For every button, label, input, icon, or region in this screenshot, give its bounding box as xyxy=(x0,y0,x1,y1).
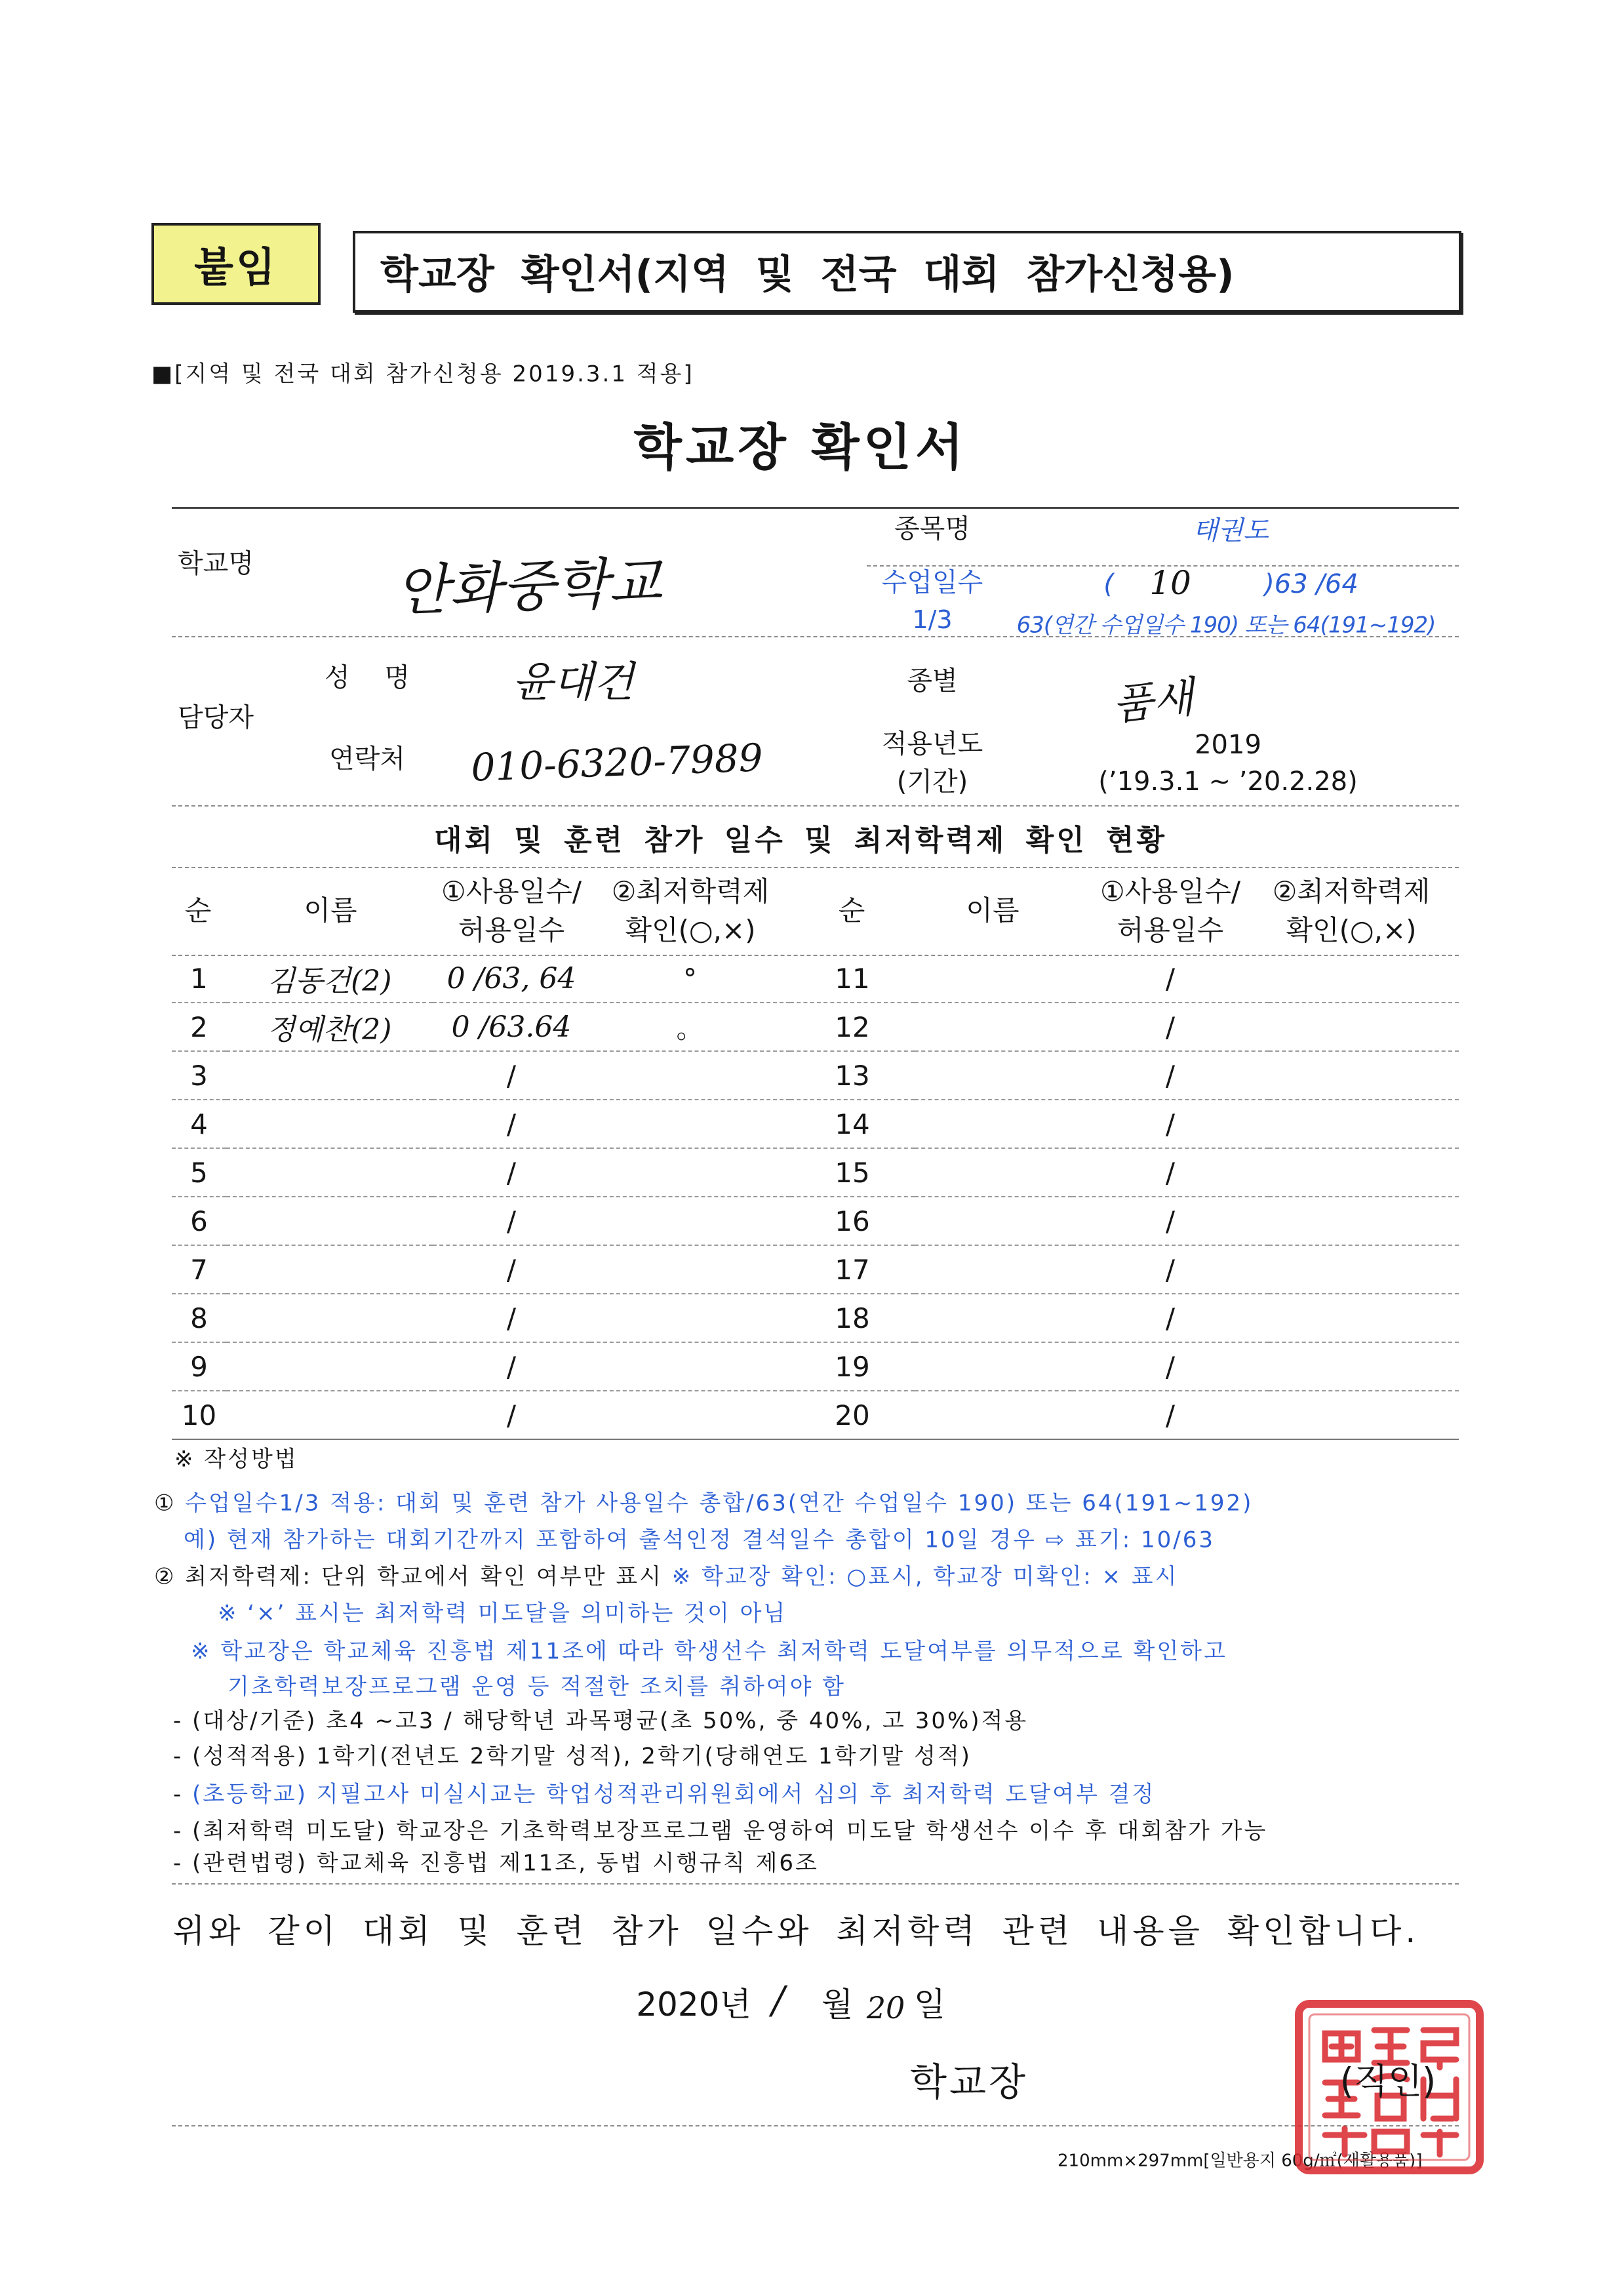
header-days-line2: 허용일수 xyxy=(458,914,565,946)
minimum-grade-check xyxy=(590,1052,790,1100)
form-note: ■[지역 및 전국 대회 참가신청용 2019.3.1 적용] xyxy=(151,361,694,388)
period-value: (’19.3.1 ~ ’20.2.28) xyxy=(1098,767,1358,797)
document-title: 학교장 확인서 xyxy=(633,418,968,477)
days-used: / xyxy=(433,1197,590,1246)
minimum-grade-check xyxy=(590,1100,790,1149)
date-month: / xyxy=(772,1978,785,2022)
note-text: (초등학교) 지필고사 미실시교는 학업성적관리위원회에서 심의 후 최저학력 도달여부 결정 xyxy=(192,1781,1156,1808)
section-title: 대회 및 훈련 참가 일수 및 최저학력제 확인 현황 xyxy=(433,824,1168,857)
manager-name-value: 윤대건 xyxy=(512,658,634,707)
note-text: ② 최저학력제: 단위 학교에서 확인 여부만 표시 xyxy=(154,1563,663,1590)
minimum-grade-check: 。 xyxy=(590,1003,790,1052)
minimum-grade-check xyxy=(1269,1149,1459,1197)
minimum-grade-check xyxy=(590,1391,790,1440)
note-mark: ① xyxy=(154,1490,176,1517)
student-name xyxy=(915,1294,1072,1343)
days-used: / xyxy=(1072,1294,1269,1343)
note-line-3 xyxy=(154,1559,1178,1591)
class-days-note: 63(연간 수업일수 190) 또는 64(191~192) xyxy=(1016,612,1436,639)
days-used: / xyxy=(433,1100,590,1149)
notes-heading: ※ 작성방법 xyxy=(174,1446,298,1473)
days-used: / xyxy=(433,1052,590,1100)
row-number: 16 xyxy=(790,1197,915,1246)
minimum-grade-check xyxy=(1269,1003,1459,1052)
row-number: 10 xyxy=(172,1391,226,1440)
contact-label: 연락처 xyxy=(329,744,405,774)
minimum-grade-check xyxy=(1269,1052,1459,1100)
note-line-10: - (최저학력 미도달) 학교장은 기초학력보장프로그램 운영하여 미도달 학생선수 이수 후 대회참가 가능 xyxy=(173,1818,1268,1845)
header-check-line1: ②최저학력제 xyxy=(611,875,770,908)
days-used: / xyxy=(1072,1197,1269,1246)
row-number: 6 xyxy=(172,1197,226,1246)
student-name xyxy=(915,1003,1072,1052)
row-number: 20 xyxy=(790,1391,915,1440)
student-name: 정예찬(2) xyxy=(226,1003,433,1052)
row-number: 18 xyxy=(790,1294,915,1343)
student-name xyxy=(915,1391,1072,1440)
row-number: 4 xyxy=(172,1100,226,1149)
row-number: 7 xyxy=(172,1246,226,1294)
row-number: 19 xyxy=(790,1343,915,1391)
attachment-tag xyxy=(151,223,321,305)
minimum-grade-check xyxy=(1269,1294,1459,1343)
table-rule xyxy=(172,507,1459,509)
student-name xyxy=(915,1149,1072,1197)
date-day-label: 일 xyxy=(913,1986,946,2024)
header-no: 순 xyxy=(838,894,865,927)
period-label: (기간) xyxy=(896,767,968,797)
note-line-4: ※ ‘×’ 표시는 최저학력 미도달을 의미하는 것이 아님 xyxy=(218,1600,787,1627)
note-dash: - xyxy=(173,1781,184,1808)
table-rule xyxy=(172,805,1459,807)
row-number: 15 xyxy=(790,1149,915,1197)
date-year: 2020년 xyxy=(636,1986,751,2024)
row-number: 13 xyxy=(790,1052,915,1100)
days-used: / xyxy=(1072,955,1269,1003)
note-line-1 xyxy=(154,1485,1253,1517)
divider xyxy=(172,1883,1459,1885)
header-name: 이름 xyxy=(966,894,1020,927)
minimum-grade-check xyxy=(590,1149,790,1197)
note-line-5: ※ 학교장은 학교체육 진흥법 제11조에 따라 학생선수 최저학력 도달여부를 의무적으로 확인하고 xyxy=(191,1638,1227,1665)
row-number: 1 xyxy=(172,955,226,1003)
row-number: 14 xyxy=(790,1100,915,1149)
student-name xyxy=(226,1391,433,1440)
row-number: 17 xyxy=(790,1246,915,1294)
days-used: / xyxy=(1072,1149,1269,1197)
name-label: 성 명 xyxy=(325,662,410,693)
student-name xyxy=(915,955,1072,1003)
minimum-grade-check xyxy=(1269,955,1459,1003)
seal-label: (직인) xyxy=(1339,2060,1436,2102)
minimum-grade-check xyxy=(1269,1100,1459,1149)
school-label: 학교명 xyxy=(178,548,254,579)
header-check-line2: 확인(○,×) xyxy=(625,914,756,946)
header-days-line2: 허용일수 xyxy=(1117,914,1224,946)
days-used: / xyxy=(1072,1052,1269,1100)
row-number: 8 xyxy=(172,1294,226,1343)
days-used: 0 /63.64 xyxy=(433,1003,590,1052)
date-day: 20 xyxy=(866,1990,905,2026)
attachment-tag-label: 붙임 xyxy=(194,243,278,291)
row-number: 5 xyxy=(172,1149,226,1197)
days-used: / xyxy=(1072,1246,1269,1294)
sport-label: 종목명 xyxy=(894,513,970,544)
student-name xyxy=(226,1343,433,1391)
note-line-6: 기초학력보장프로그램 운영 등 적절한 조치를 취하여야 함 xyxy=(228,1673,846,1700)
student-name xyxy=(226,1149,433,1197)
days-used: / xyxy=(1072,1343,1269,1391)
student-name xyxy=(915,1052,1072,1100)
class-days-label: 수업일수 xyxy=(881,567,983,598)
contact-value: 010-6320-7989 xyxy=(470,735,764,790)
row-number: 9 xyxy=(172,1343,226,1391)
paper-spec: 210mm×297mm[일반용지 60g/㎡(재활용품)] xyxy=(1058,2151,1423,2171)
note-line-9 xyxy=(173,1776,1155,1808)
note-text: 수업일수1/3 적용: 대회 및 훈련 참가 사용일수 총합/63(연간 수업일수 190) 또는 64(191~192) xyxy=(185,1490,1254,1517)
student-name: 김동건(2) xyxy=(226,955,433,1003)
header-check-line1: ②최저학력제 xyxy=(1272,875,1431,908)
minimum-grade-check xyxy=(1269,1246,1459,1294)
row-number: 3 xyxy=(172,1052,226,1100)
header-check-line2: 확인(○,×) xyxy=(1286,914,1417,946)
student-name xyxy=(226,1100,433,1149)
participation-table-body xyxy=(172,955,1459,1440)
header-no: 순 xyxy=(184,894,212,927)
category-label: 종별 xyxy=(907,666,958,696)
minimum-grade-check: ° xyxy=(590,955,790,1003)
student-name xyxy=(226,1294,433,1343)
days-used: / xyxy=(433,1149,590,1197)
category-value: 품새 xyxy=(1110,673,1196,730)
days-used: / xyxy=(1072,1100,1269,1149)
row-number: 2 xyxy=(172,1003,226,1052)
student-name xyxy=(915,1197,1072,1246)
minimum-grade-check xyxy=(1269,1391,1459,1440)
header-days-line1: ①사용일수/ xyxy=(441,875,582,908)
class-days-value: 10 xyxy=(1149,564,1191,602)
date-month-label: 월 xyxy=(821,1986,854,2024)
student-name xyxy=(226,1052,433,1100)
note-line-11: - (관련법령) 학교체육 진흥법 제11조, 동법 시행규칙 제6조 xyxy=(173,1850,819,1877)
note-text-highlight: ※ 학교장 확인: ○표시, 학교장 미확인: × 표시 xyxy=(671,1563,1179,1590)
note-line-8: - (성적적용) 1학기(전년도 2학기말 성적), 2학기(당해연도 1학기말 성적) xyxy=(173,1743,972,1770)
student-name xyxy=(915,1246,1072,1294)
days-used: / xyxy=(1072,1003,1269,1052)
year-value: 2019 xyxy=(1195,730,1261,760)
table-rule xyxy=(172,867,1459,868)
note-line-7: - (대상/기준) 초4 ~고3 / 해당학년 과목평균(초 50%, 중 40%, 고 30%)적용 xyxy=(173,1707,1029,1734)
manager-label: 담당자 xyxy=(178,702,254,733)
days-used: / xyxy=(433,1246,590,1294)
row-number: 12 xyxy=(790,1003,915,1052)
days-used: / xyxy=(433,1343,590,1391)
days-used: / xyxy=(433,1391,590,1440)
header-title: 학교장 확인서(지역 및 전국 대회 참가신청용) xyxy=(380,252,1235,298)
header-days-line1: ①사용일수/ xyxy=(1099,875,1241,908)
student-name xyxy=(915,1100,1072,1149)
minimum-grade-check xyxy=(590,1246,790,1294)
divider xyxy=(172,2125,1459,2126)
days-used: / xyxy=(1072,1391,1269,1440)
days-used: / xyxy=(433,1294,590,1343)
sport-value: 태권도 xyxy=(1193,515,1269,546)
year-label: 적용년도 xyxy=(881,728,983,759)
class-days-ratio-label: 1/3 xyxy=(912,605,953,634)
header-name: 이름 xyxy=(304,894,357,927)
class-days-open-paren: ( xyxy=(1103,569,1114,599)
student-name xyxy=(226,1197,433,1246)
class-days-tail: )63 /64 xyxy=(1264,569,1358,599)
principal-title: 학교장 xyxy=(909,2060,1029,2104)
note-line-2: 예) 현재 참가하는 대회기간까지 포함하여 출석인정 결석일수 총합이 10일 경우 ⇨ 표기: 10/63 xyxy=(184,1527,1215,1553)
minimum-grade-check xyxy=(1269,1197,1459,1246)
school-name-value: 안화중학교 xyxy=(394,549,663,624)
confirmation-statement: 위와 같이 대회 및 훈련 참가 일수와 최저학력 관련 내용을 확인합니다. xyxy=(173,1912,1420,1950)
minimum-grade-check xyxy=(590,1294,790,1343)
minimum-grade-check xyxy=(590,1343,790,1391)
student-name xyxy=(915,1343,1072,1391)
minimum-grade-check xyxy=(590,1197,790,1246)
minimum-grade-check xyxy=(1269,1343,1459,1391)
days-used: 0 /63, 64 xyxy=(433,955,590,1003)
row-number: 11 xyxy=(790,955,915,1003)
student-name xyxy=(226,1246,433,1294)
